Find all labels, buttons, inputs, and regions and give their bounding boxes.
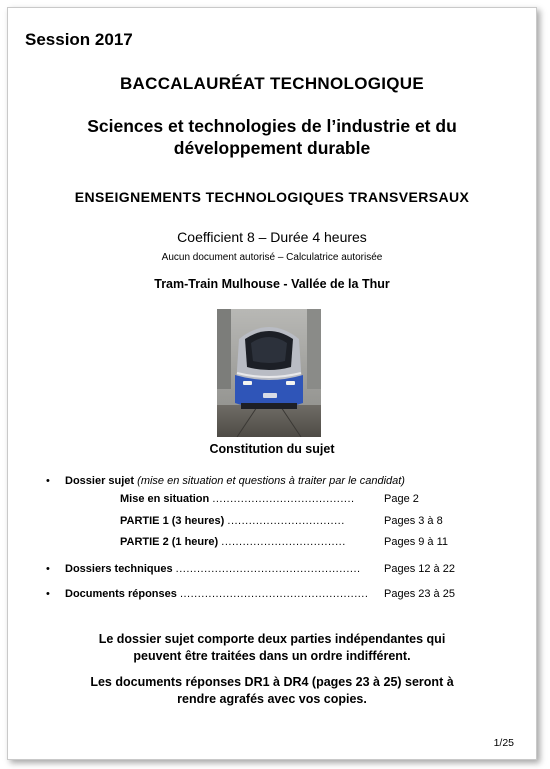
toc-dots: ................................... (221, 536, 346, 548)
toc-row-partie-2 (120, 536, 346, 548)
note-line: rendre agrafés avec vos copies. (177, 692, 367, 706)
toc-dots: ........................................ (212, 493, 355, 505)
tram-train-photo (217, 309, 321, 437)
exam-cover-page (7, 7, 537, 760)
coefficient-duration: Coefficient 8 – Durée 4 heures (177, 229, 367, 245)
toc-pages: Page 2 (384, 493, 419, 505)
toc-dots: .................................................... (175, 563, 361, 575)
toc-row-documents-reponses (65, 588, 368, 600)
constitution-title: Constitution du sujet (209, 442, 335, 456)
session-label: Session 2017 (25, 30, 133, 49)
toc-label: Mise en situation (120, 493, 210, 505)
toc-label: PARTIE 1 (3 heures) (120, 515, 225, 527)
toc-label: PARTIE 2 (1 heure) (120, 536, 219, 548)
page-number: 1/25 (493, 737, 514, 749)
note-line: peuvent être traitées dans un ordre indifférent. (133, 649, 411, 663)
dossier-sujet-note: (mise en situation et questions à traiter par le candidat) (137, 475, 405, 487)
dossier-sujet-label: Dossier sujet (65, 475, 135, 487)
toc-pages: Pages 23 à 25 (384, 588, 455, 600)
bullet-dossiers-techniques: • (46, 563, 50, 575)
toc-row-partie-1 (120, 515, 345, 527)
toc-pages: Pages 3 à 8 (384, 515, 443, 527)
bullet-dossier-sujet: • (46, 475, 50, 487)
note-line: Les documents réponses DR1 à DR4 (pages 23 à 25) seront à (90, 675, 454, 689)
track-title-line2: développement durable (173, 138, 371, 158)
toc-pages: Pages 9 à 11 (384, 536, 449, 548)
toc-pages: Pages 12 à 22 (384, 563, 455, 575)
note-answer-documents (8, 674, 536, 708)
dossier-sujet-line (65, 475, 405, 487)
allowed-material: Aucun document autorisé – Calculatrice autorisée (161, 252, 383, 263)
note-independent-parts (8, 631, 536, 665)
toc-label: Dossiers techniques (65, 563, 173, 575)
toc-label: Documents réponses (65, 588, 177, 600)
track-title (8, 115, 536, 159)
toc-row-mise-en-situation (120, 493, 355, 505)
bullet-documents-reponses: • (46, 588, 50, 600)
track-title-line1: Sciences et technologies de l’industrie et du (87, 116, 457, 136)
toc-dots: ..................................................... (179, 588, 369, 600)
toc-dots: ................................. (227, 515, 345, 527)
toc-row-dossiers-techniques (65, 563, 361, 575)
note-line: Le dossier sujet comporte deux parties indépendantes qui (98, 632, 446, 646)
subject-title: ENSEIGNEMENTS TECHNOLOGIQUES TRANSVERSAUX (74, 189, 470, 205)
topic-title: Tram-Train Mulhouse - Vallée de la Thur (154, 277, 390, 291)
exam-title: BACCALAURÉAT TECHNOLOGIQUE (119, 74, 425, 93)
